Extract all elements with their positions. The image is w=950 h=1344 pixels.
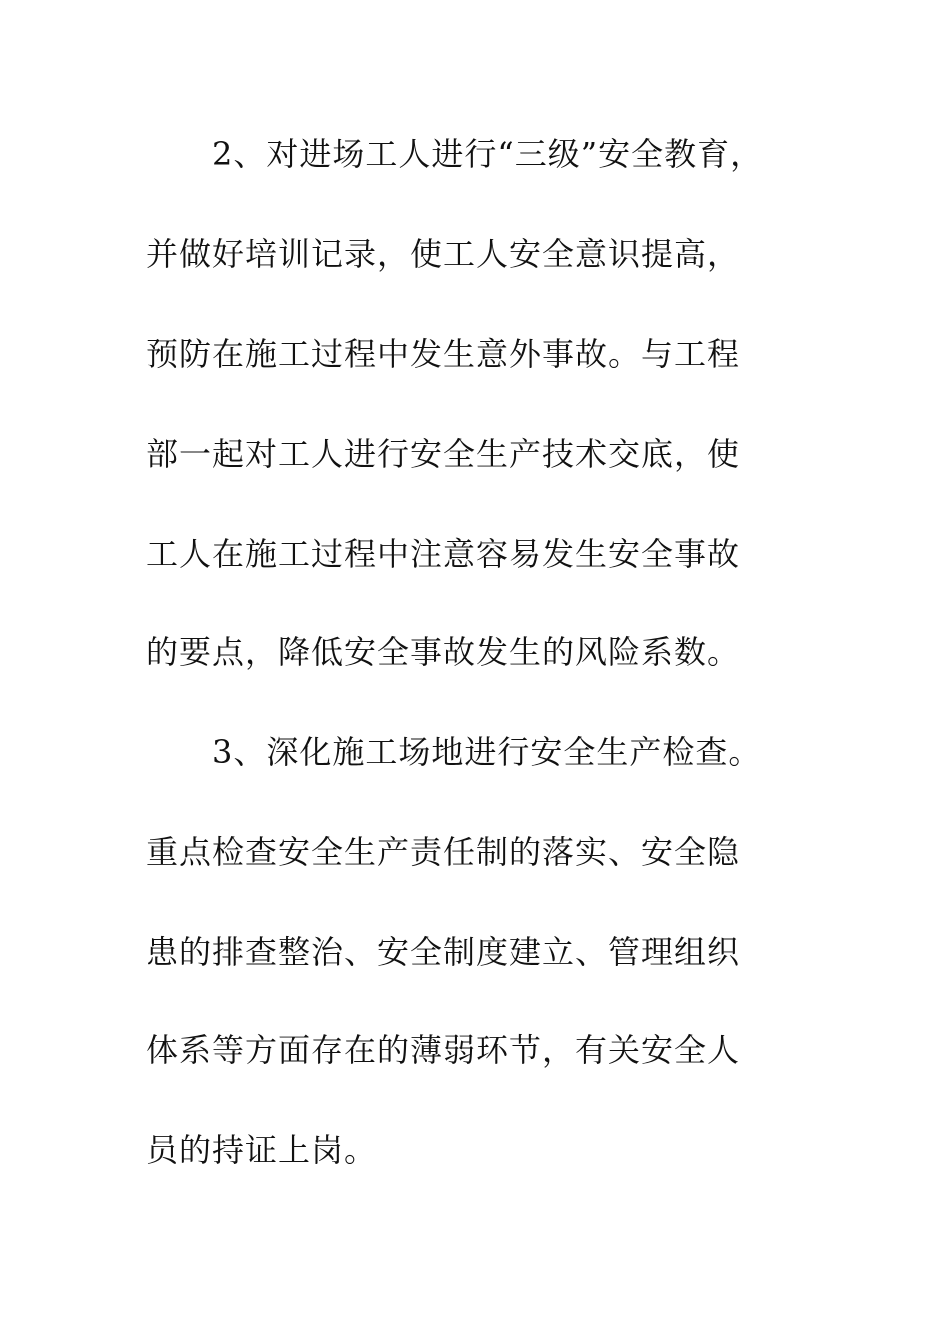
text-line: 3、深化施工场地进行安全生产检查。	[212, 733, 762, 771]
text-line: 体系等方面存在的薄弱环节，有关安全人	[146, 1031, 741, 1069]
text-line: 员的持证上岗。	[146, 1131, 378, 1169]
text-line: 患的排查整治、安全制度建立、管理组织	[146, 933, 741, 971]
text-line: 预防在施工过程中发生意外事故。与工程	[146, 335, 741, 373]
text-line: 工人在施工过程中注意容易发生安全事故	[146, 535, 741, 573]
text-line: 并做好培训记录，使工人安全意识提高，	[146, 235, 741, 273]
text-line: 的要点，降低安全事故发生的风险系数。	[146, 633, 741, 671]
text-line: 重点检查安全生产责任制的落实、安全隐	[146, 833, 741, 871]
text-line: 2、对进场工人进行“三级”安全教育，	[212, 135, 764, 173]
text-line: 部一起对工人进行安全生产技术交底，使	[146, 435, 741, 473]
